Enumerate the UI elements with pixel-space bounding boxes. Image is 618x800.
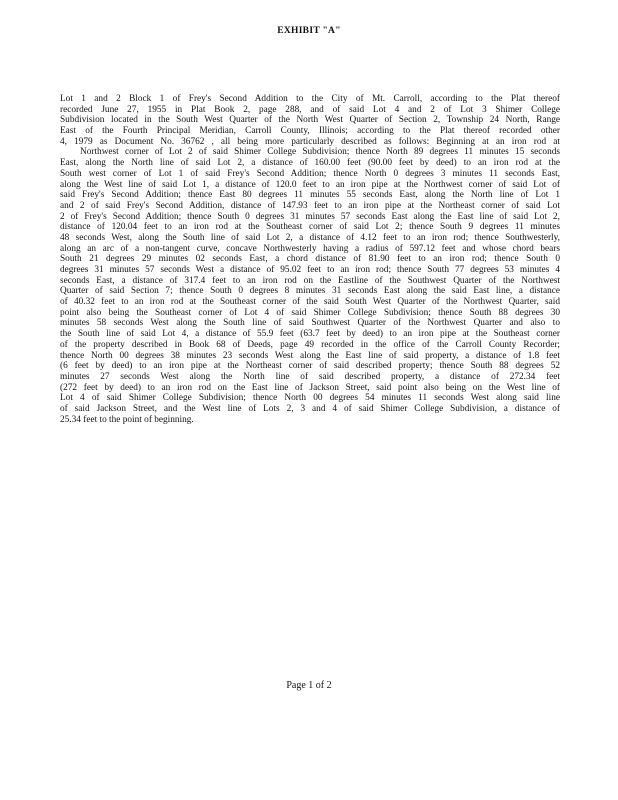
description-line: Northwest corner of Lot 2 of said Shimer College Subdivision; thence North 89 degrees 11 minutes 15 seconds — [80, 147, 560, 158]
description-line: East, along the North line of said Lot 2, a distance of 160.00 feet (90.00 feet by deed) to an iron rod at the — [60, 158, 560, 169]
description-line: 48 seconds West, along the South line of said Lot 2, a distance of 4.12 feet to an iron rod; thence Southwesterly, — [60, 232, 560, 243]
description-line: South west corner of Lot 1 of said Frey's Second Addition; thence North 0 degrees 3 minutes 11 seconds East, — [60, 168, 560, 179]
description-line: said Frey's Second Addition; thence East 80 degrees 11 minutes 55 seconds East, along the North line of Lot 1 — [60, 190, 560, 201]
description-line: degrees 31 minutes 57 seconds West a distance of 95.02 feet to an iron rod; thence South 77 degrees 53 minutes 4 — [60, 265, 560, 275]
page-number: Page 1 of 2 — [286, 680, 332, 691]
description-line: along an arc of a non-tangent curve, concave Northwesterly having a radius of 597.12 feet and whose chord bears — [60, 243, 560, 254]
description-line: (6 feet by deed) to an iron pipe at the Northeast corner of said described property; thence South 88 degrees 52 — [60, 361, 560, 372]
description-line: Lot 1 and 2 Block 1 of Frey's Second Addition to the City of Mt. Carroll, according to the Plat thereof — [60, 94, 560, 104]
description-line: 4, 1979 as Document No. 36762 , all being more particularly described as follows: Beginning at an iron rod at — [60, 136, 560, 147]
description-line: 2 of Frey's Second Addition; thence South 0 degrees 31 minutes 57 seconds East along the East line of said Lot 2, — [60, 211, 560, 222]
description-line: along the West line of said Lot 1, a distance of 120.0 feet to an iron pipe at the Northwest corner of said Lot of — [60, 179, 560, 190]
description-line: of said Jackson Street, and the West line of Lots 2, 3 and 4 of said Shimer College Subdivision, a distance of — [60, 403, 560, 414]
description-line: East of the Fourth Principal Meridian, Carroll County, Illinois; according to the Plat thereof recorded other — [60, 126, 560, 137]
description-line: 25.34 feet to the point of beginning. — [60, 414, 194, 425]
description-line: point also being the Southeast corner of Lot 4 of said Shimer College Subdivision; thence South 88 degrees 30 — [60, 307, 560, 318]
description-line: distance of 120.04 feet to an iron rod at the Southeast corner of said Lot 2; thence South 9 degrees 11 minutes — [60, 222, 560, 233]
description-line: thence North 00 degrees 38 minutes 23 seconds West along the East line of said property, a distance of 1.8 feet — [60, 350, 560, 361]
description-line: of the property described in Book 68 of Deeds, page 49 recorded in the office of the Carroll County Recorder; — [60, 339, 560, 350]
description-line: the South line of said Lot 4, a distance of 55.9 feet (63.7 feet by deed) to an iron pipe at the Southeast corner — [60, 329, 560, 340]
description-line: of 40.32 feet to an iron rod at the Southeast corner of the said South West Quarter of the Northwest Quarter, said — [60, 297, 560, 308]
description-line: Lot 4 of said Shimer College Subdivision; thence North 00 degrees 54 minutes 11 seconds West along said line — [60, 393, 560, 404]
description-line: seconds East, a distance of 317.4 feet to an iron rod on the Eastline of the Southwest Quarter of the Northwest — [60, 275, 560, 286]
description-line: and 2 of said Frey's Second Addition, distance of 147.93 feet to an iron pipe at the Northeast corner of said Lot — [60, 200, 560, 211]
description-line: minutes 58 seconds West along the South line of said Southwest Quarter of the Northwest Quarter and also to — [60, 318, 560, 329]
description-line: South 21 degrees 29 minutes 02 seconds East, a chord distance of 81.90 feet to an iron rod; thence South 0 — [60, 254, 560, 265]
description-line: Subdivision located in the South West Quarter of the North West Quarter of Section 2, Township 24 North, Range — [60, 115, 560, 126]
legal-description — [60, 94, 560, 425]
description-line: minutes 27 seconds West along the North line of said described property, a distance of 272.34 feet — [60, 371, 560, 382]
description-line: recorded June 27, 1955 in Plat Book 2, page 288, and of said Lot 4 and 2 of Lot 3 Shimer College — [60, 104, 560, 115]
exhibit-heading: EXHIBIT "A" — [277, 26, 341, 36]
description-line: Quarter of said Section 7; thence South 0 degrees 8 minutes 31 seconds East along the said East line, a distance — [60, 286, 560, 297]
description-line: (272 feet by deed) to an iron rod on the East line of Jackson Street, said point also being on the West line of — [60, 382, 560, 393]
